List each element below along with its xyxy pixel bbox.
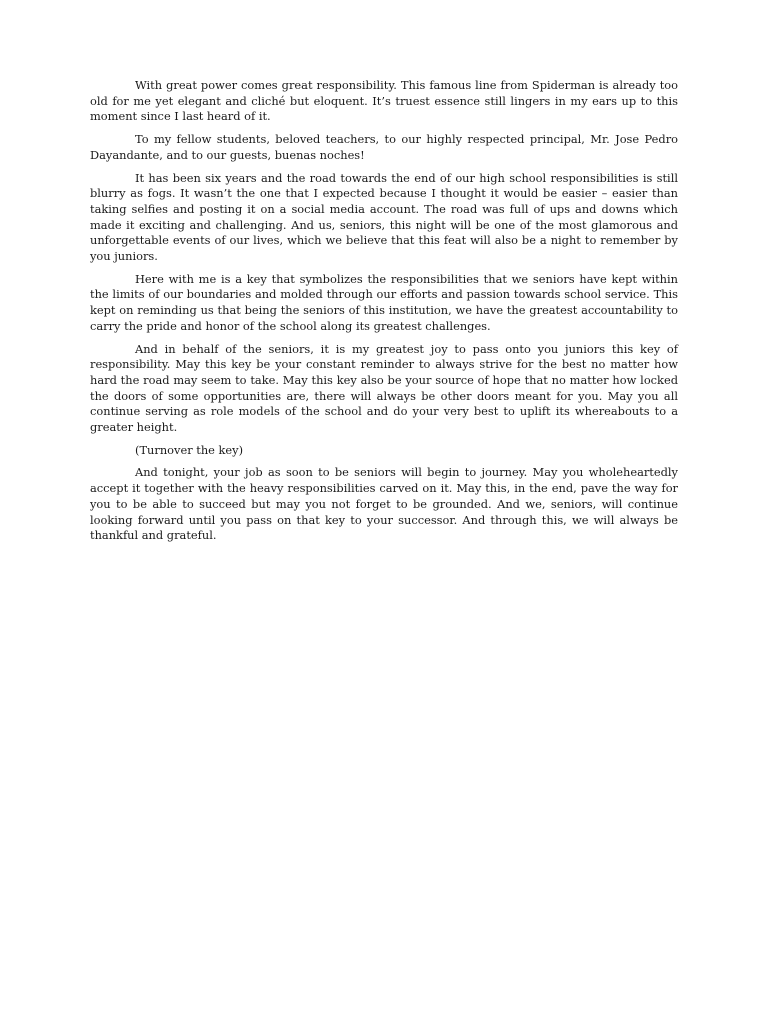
paragraph-behalf-of-seniors: And in behalf of the seniors, it is my greatest joy to pass onto you juniors this key of responsibility. May this key be your constant reminder to always strive for the best no matter how hard the road may seem to take. May this key also be your source of hope that no matter how locked the doors of some opportunities are, there will always be other doors meant for you. May you all continue serving as role models of the school and do your very best to uplift its whereabouts to a greater height.	[90, 341, 678, 435]
paragraph-opening-quote: With great power comes great responsibility. This famous line from Spiderman is already too old for me yet elegant and cliché but eloquent. It’s truest essence still lingers in my ears up to this moment since I last heard of it.	[90, 78, 678, 124]
paragraph-turnover-note: (Turnover the key)	[135, 442, 244, 457]
paragraph-key-symbol: Here with me is a key that symbolizes the responsibilities that we seniors have kept within the limits of our boundaries and molded through our efforts and passion towards school service. This kept on reminding us that being the seniors of this institution, we have the greatest accountability to carry the pride and honor of the school along its greatest challenges.	[90, 271, 678, 333]
paragraph-six-years: It has been six years and the road towards the end of our high school responsibilities is still blurry as fogs. It wasn’t the one that I expected because I thought it would be easier – easier than taking selfies and posting it on a social media account. The road was full of ups and downs which made it exciting and challenging. And us, seniors, this night will be one of the most glamorous and unforgettable events of our lives, which we believe that this feat will also be a night to remember by you juniors.	[90, 170, 678, 264]
paragraph-greeting: To my fellow students, beloved teachers, to our highly respected principal, Mr. Jose Pedro Dayandante, and to our guests, buenas noches!	[90, 132, 678, 162]
document-page	[90, 78, 678, 551]
paragraph-closing: And tonight, your job as soon to be seniors will begin to journey. May you wholeheartedly accept it together with the heavy responsibilities carved on it. May this, in the end, pave the way for you to be able to succeed but may you not forget to be grounded. And we, seniors, will continue looking forward until you pass on that key to your successor. And through this, we will always be thankful and grateful.	[90, 465, 678, 543]
